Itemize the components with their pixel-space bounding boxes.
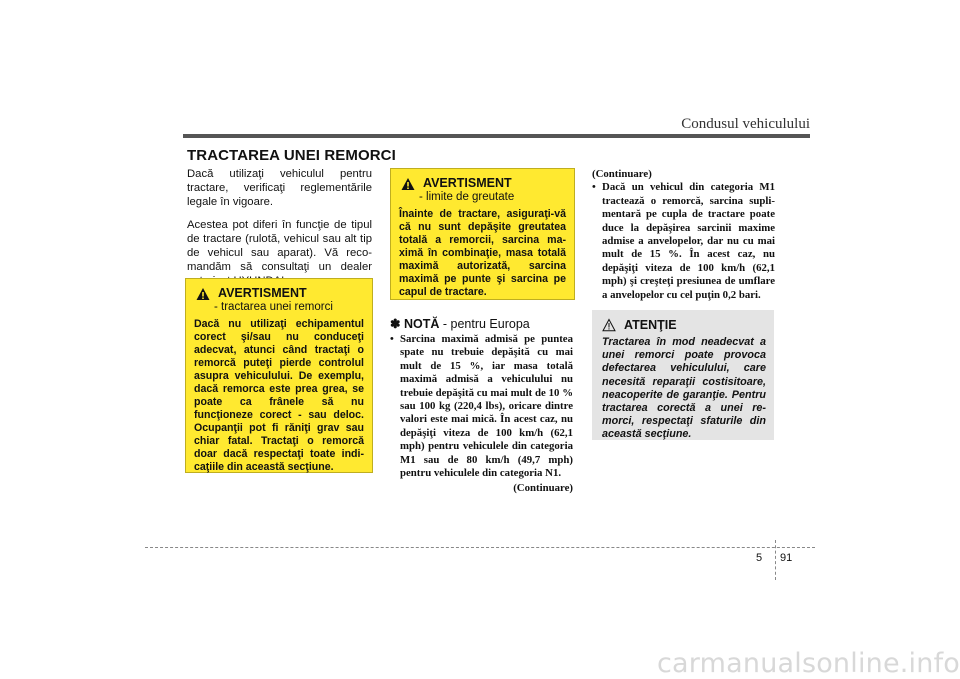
intro-paragraph-2: Acestea pot diferi în funcţie de tipul de tractare (rulotă, vehicul sau alt tip de vehicul sau aparat). Vă reco-mandăm să consultaţi un dealer [187,218,372,274]
column3-bullet: • Dacă un vehicul din categoria M1 tractează o remorcă, sarcina supli-mentară pe cupla de tractare poate duce la depăşirea sarcinii maxime admise a anvelopelor, dar nu cu mai mult de 15 %. În acest caz, nu depăşiţi viteza de 100 km/h (62,1 mph) şi creşteţi presiunea de umflare a anvelopelor cu cel puţin 0,2 bari. [592,181,775,301]
warning-header [391,169,574,191]
note-star-icon: ✽ [390,317,401,331]
caution-header [592,310,774,332]
column3-text [592,168,775,302]
continued-label: (Continuare) [592,168,652,180]
warning-body: Înainte de tractare, asiguraţi-vă că nu sunt depăşite greutatea totală a remorcii, sarcina ma-ximă în combinaţie, masa totală maximă autorizată, sarcina maximă pe punte şi sarcina pe capul de tractare. [399,208,566,298]
caution-box [592,310,774,440]
warning-box-weight-limits [390,168,575,300]
warning-subtitle: - tractarea unei remorci [214,301,333,313]
note-bullet: • Sarcina maximă admisă pe puntea spate nu trebuie depăşită cu mai mult de 15 %, iar masa totală maximă admisă a vehiculului nu trebuie depăşită cu mai mult de 10 % sau 100 kg (220,4 lbs), oricare dintre valori este mai mică. În acest caz, nu depăşiţi viteza de 100 km/h (62,1 mph) pentru vehiculele din categoria M1 sau de 80 km/h (49,7 mph) pentru vehiculele din categoria N1. [390,333,573,480]
warning-body: Dacă nu utilizaţi echipamentul corect şi/sau nu conduceţi adecvat, atunci când tractaţi o remorcă puteţi pierde controlul asupra vehiculului. De exemplu, dacă remorca este prea grea, se poate ca frânele să nu funcţioneze corect - sau deloc. Ocupanţii pot fi răniţi grav sau chiar fatal. Tractaţi o remorcă doar dacă respectaţi toate indi-caţiile din această secţiune. [194,318,364,473]
warning-box-trailer [185,278,373,473]
note-title [390,316,530,331]
footer-dashed-rule [145,547,815,548]
watermark: carmanualsonline.info [657,648,960,679]
warning-header [186,279,372,301]
running-header: Condusul vehiculului [681,116,810,132]
footer-vertical-dash [775,540,776,580]
chapter-number: 5 [756,552,763,564]
warning-triangle-icon [401,177,415,191]
page-number: 91 [780,552,793,564]
note-title-text: NOTĂ [403,317,440,331]
warning-subtitle: - limite de greutate [419,191,515,203]
warning-triangle-icon [196,287,210,301]
intro-paragraph-1: Dacă utilizaţi vehiculul pentru tractare, verificaţi reglementările legale în vigoare. [187,168,372,209]
section-title: TRACTAREA UNEI REMORCI [187,147,396,164]
caution-title: ATENŢIE [624,317,677,332]
warning-title: AVERTISMENT [423,176,512,190]
caution-body: Tractarea în mod neadecvat a unei remorci poate provoca defectarea vehiculului, care necesită reparaţii costisitoare, neacoperite de garanţie. Pentru tractarea corectă a unei re-morci, respectaţi sfaturile din această secţiune. [602,336,766,441]
header-rule [183,134,810,138]
note-body [390,333,573,496]
note-subtitle: - pentru Europa [442,317,530,331]
warning-title: AVERTISMENT [218,286,307,300]
caution-triangle-icon [602,318,616,332]
continued-label: (Continuare) [513,482,573,495]
